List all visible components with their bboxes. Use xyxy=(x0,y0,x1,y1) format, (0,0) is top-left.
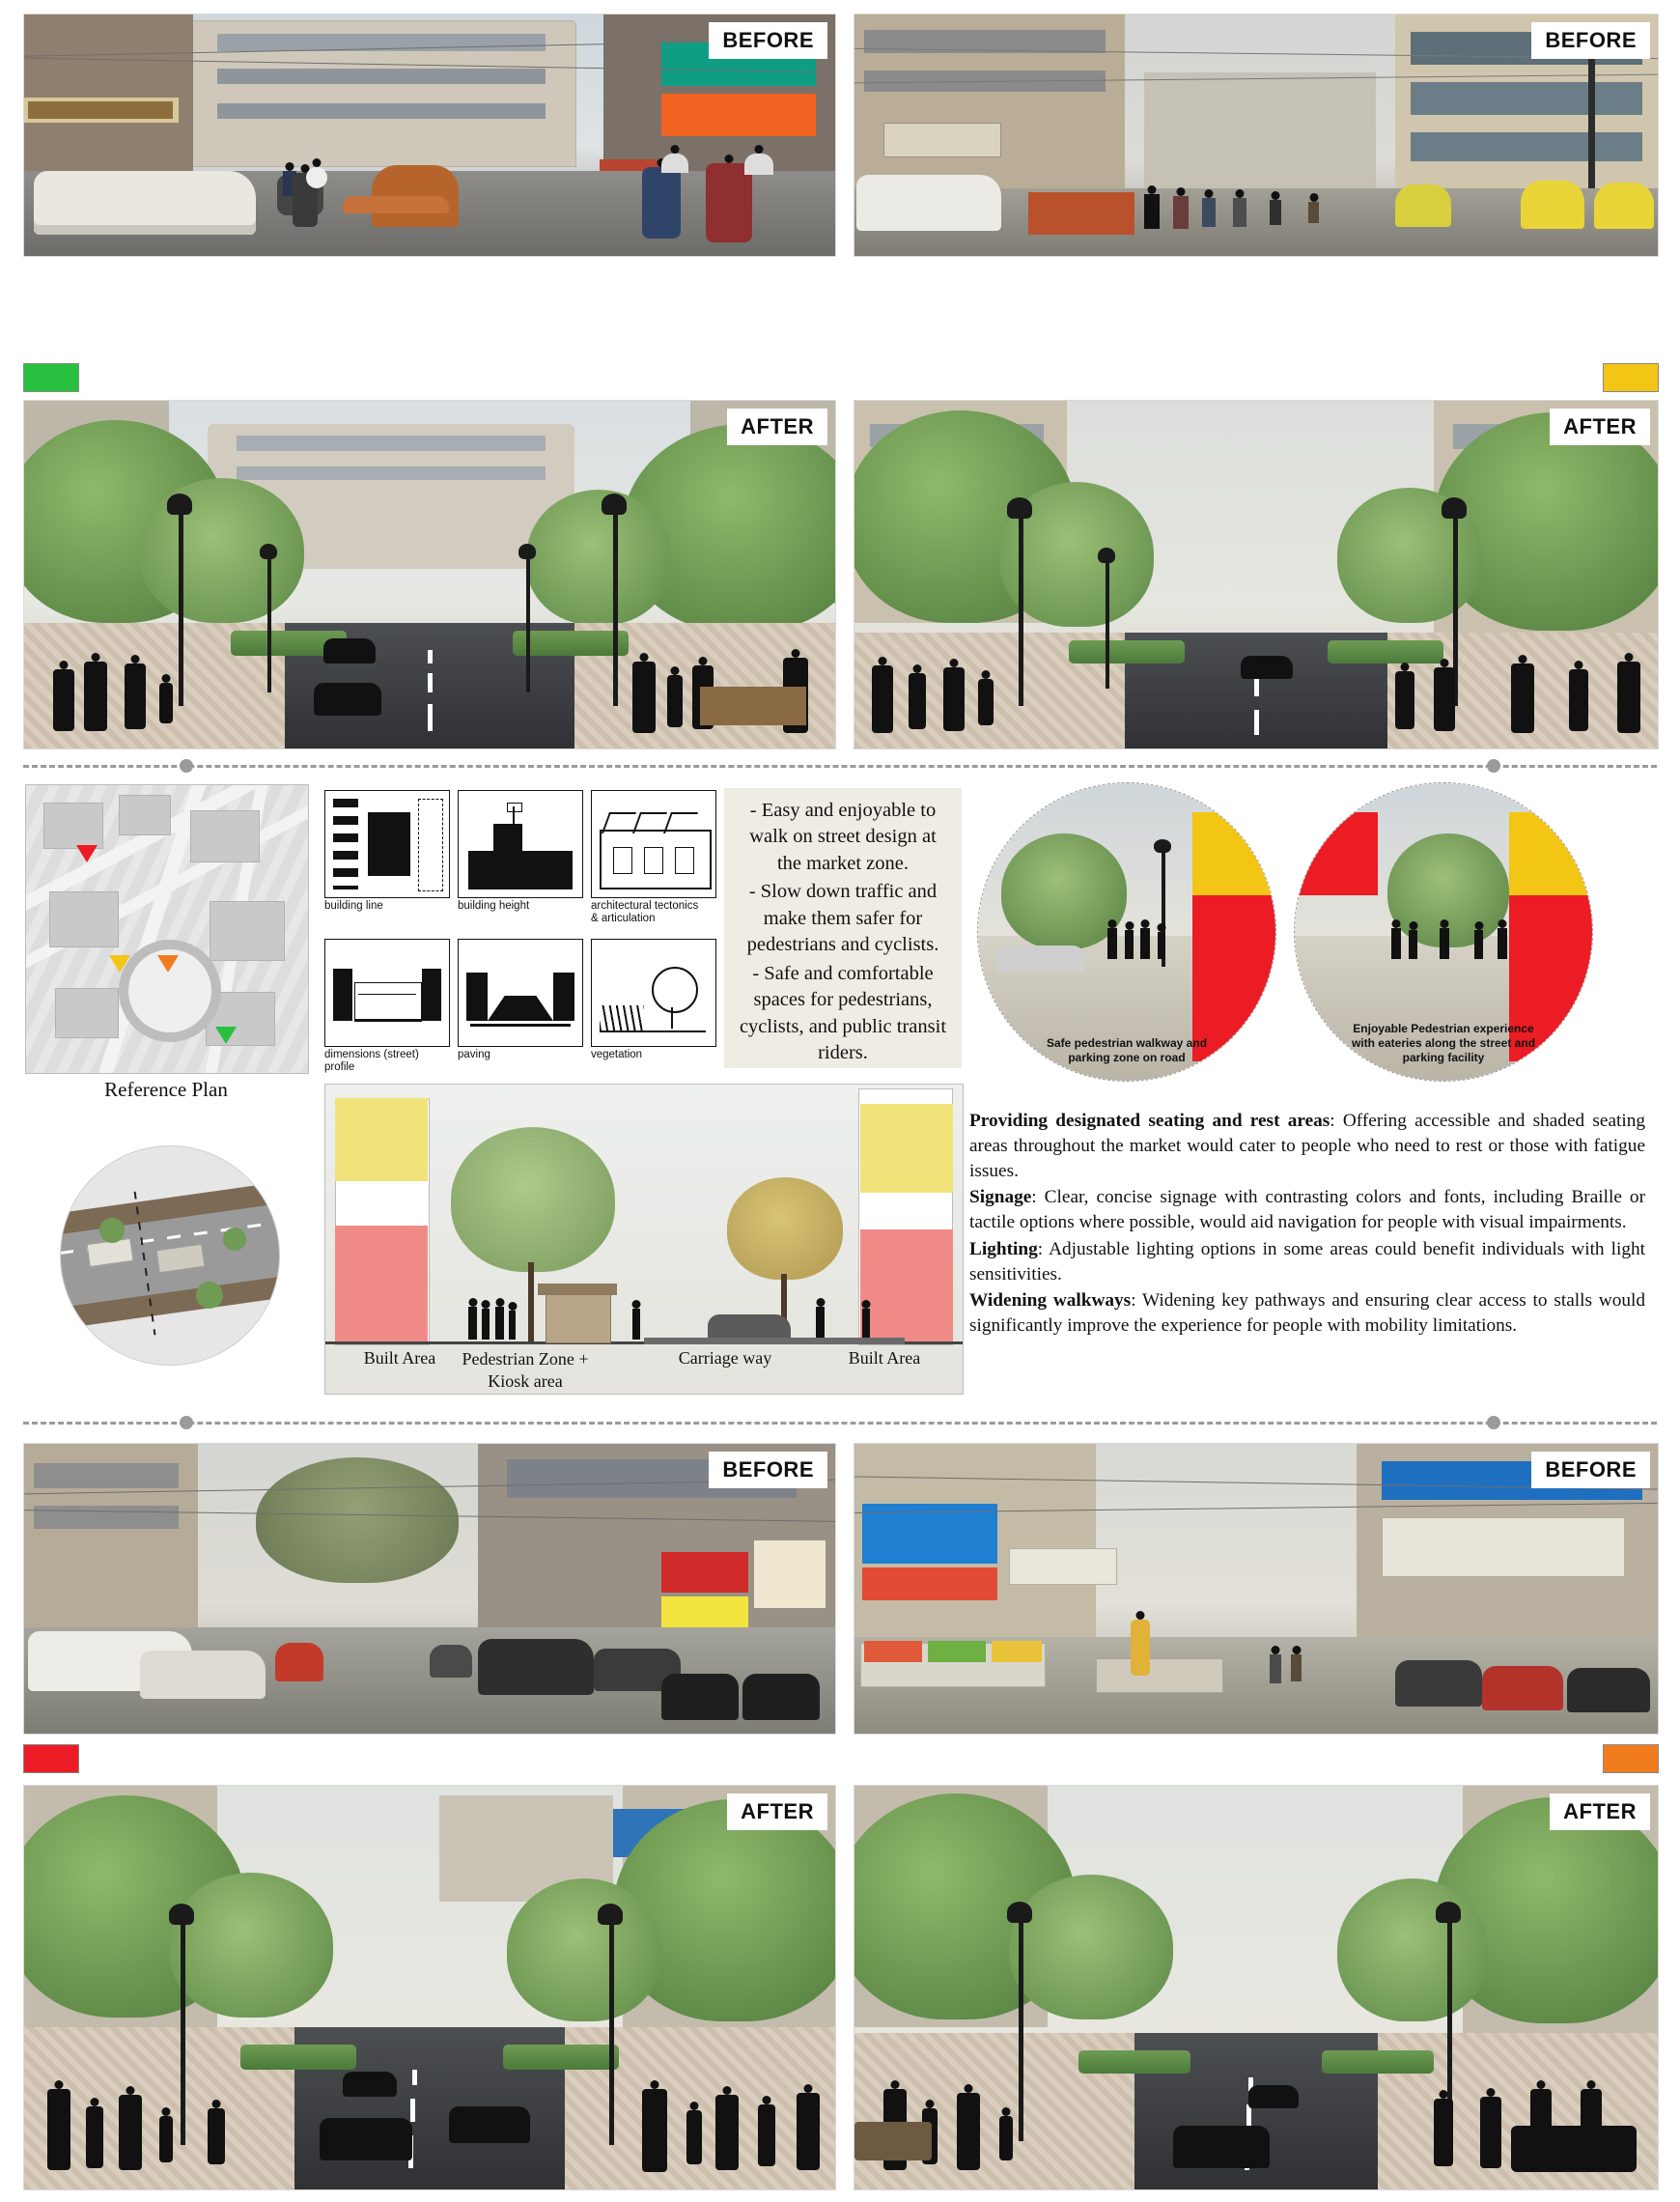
marker-red xyxy=(76,845,98,862)
bullet-3: - Safe and comfortable spaces for pedestrians, cyclists, and public transit riders. xyxy=(739,962,947,1064)
bullet-2: - Slow down traffic and make them safer for pedestrians and cyclists. xyxy=(746,881,939,956)
icon-vegetation xyxy=(591,939,716,1047)
icon-label-street-dimensions: dimensions (street) profile xyxy=(324,1049,419,1074)
divider-bottom xyxy=(23,1416,1657,1429)
icon-label-building-height: building height xyxy=(458,900,530,912)
before-tag-top-left: BEFORE xyxy=(709,22,827,59)
marker-orange xyxy=(157,955,179,973)
photo-bottom-right-after xyxy=(854,1785,1659,2190)
section-label-carriage-way: Carriage way xyxy=(678,1348,772,1368)
note-2-body: : Clear, concise signage with contrasting colors and fonts, including Braille or tactile options where possible, would aid navigation for people with visual impairments. xyxy=(969,1187,1645,1232)
after-tag-bottom-right: AFTER xyxy=(1550,1793,1650,1830)
divider-top xyxy=(23,759,1657,773)
bullet-1: - Easy and enjoyable to walk on street design at the market zone. xyxy=(749,800,937,874)
reference-plan-caption: Reference Plan xyxy=(104,1078,228,1101)
note-1-head: Providing designated seating and rest areas xyxy=(969,1111,1330,1131)
photo-bottom-left-after xyxy=(23,1785,836,2190)
section-label-built-area-left: Built Area xyxy=(363,1348,436,1368)
icon-label-building-line: building line xyxy=(324,900,383,912)
photo-top-right-before xyxy=(854,14,1659,257)
icon-building-height xyxy=(458,790,583,898)
photo-top-left-after xyxy=(23,400,836,749)
note-1-body: : Offering accessible and shaded seating areas throughout the market would cater to people who need to rest or those with fatigue issues. xyxy=(969,1111,1645,1181)
photo-top-left-before xyxy=(23,14,836,257)
legend-chip-red xyxy=(23,1744,79,1773)
section-label-pedestrian-zone: Pedestrian Zone + Kiosk area xyxy=(462,1349,589,1391)
accessibility-notes xyxy=(969,1109,1645,1339)
photo-bottom-left-before xyxy=(23,1443,836,1735)
section-label-built-area-right: Built Area xyxy=(848,1348,921,1368)
street-plan-diagram xyxy=(60,1145,280,1366)
icon-building-line xyxy=(324,790,450,898)
legend-chip-yellow xyxy=(1603,363,1659,392)
marker-green xyxy=(215,1027,237,1044)
icon-paving xyxy=(458,939,583,1047)
note-4-head: Widening walkways xyxy=(969,1290,1132,1312)
note-2-head: Signage xyxy=(969,1187,1032,1208)
circle-view-eateries xyxy=(1294,782,1593,1082)
legend-chip-orange xyxy=(1603,1744,1659,1773)
circle-view-1-caption: Safe pedestrian walkway and parking zone on road xyxy=(1046,1036,1208,1064)
circle-view-2-caption: Enjoyable Pedestrian experience with eateries along the street and parking facility xyxy=(1351,1022,1536,1064)
icon-street-dimensions xyxy=(324,939,450,1047)
icon-architectural-tectonics xyxy=(591,790,716,898)
design-goals-bullets xyxy=(724,788,962,1068)
before-tag-bottom-left: BEFORE xyxy=(709,1452,827,1488)
legend-chip-green xyxy=(23,363,79,392)
after-tag-top-left: AFTER xyxy=(727,409,827,445)
note-4-body: : Widening key pathways and ensuring clear access to stalls would significantly improve the experience for people with mobility limitations. xyxy=(969,1290,1645,1336)
photo-bottom-right-before xyxy=(854,1443,1659,1735)
reference-plan-map xyxy=(25,784,309,1074)
before-tag-bottom-right: BEFORE xyxy=(1531,1452,1650,1488)
icon-label-architectural-tectonics: architectural tectonics & articulation xyxy=(591,900,699,925)
note-3-head: Lighting xyxy=(969,1238,1038,1259)
circle-view-parking xyxy=(977,782,1276,1082)
after-tag-bottom-left: AFTER xyxy=(727,1793,827,1830)
note-3-body: : Adjustable lighting options in some areas could benefit individuals with light sensitivities. xyxy=(969,1238,1645,1284)
photo-top-right-after xyxy=(854,400,1659,749)
after-tag-top-right: AFTER xyxy=(1550,409,1650,445)
icon-label-paving: paving xyxy=(458,1049,490,1060)
before-tag-top-right: BEFORE xyxy=(1531,22,1650,59)
marker-yellow xyxy=(109,955,130,973)
icon-label-vegetation: vegetation xyxy=(591,1049,643,1060)
